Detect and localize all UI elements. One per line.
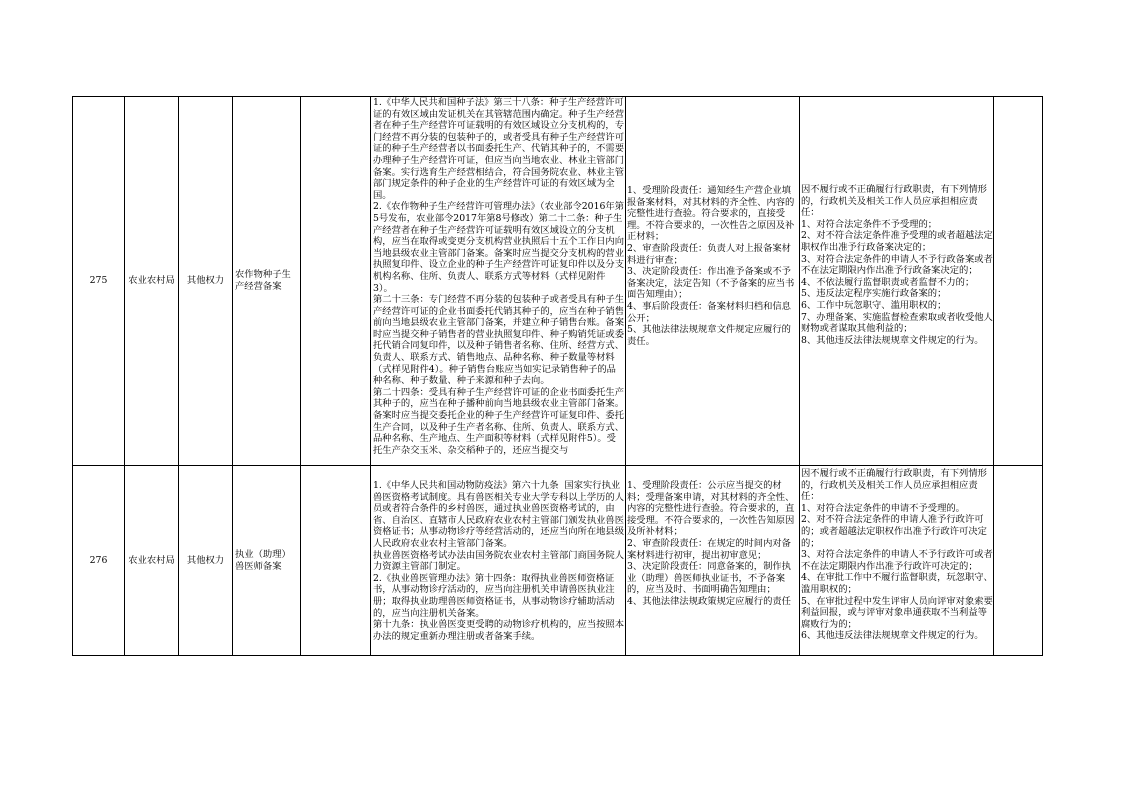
department-cell: 农业农村局 xyxy=(125,466,179,656)
accountability-text: 因不履行或不正确履行行政职责，有下列情形的，行政机关及相关工作人员应承担相应责任： 1、对符合法定条件的申请不予受理的。 2、对不符合法定条件的申请人准予行政许可的；或者超越法定职权作出准予行政许可决定的； 3、对符合法定条件的申请人不予行政许可或者不在法定期限内作出准予行政许可决定的； 4、在审批工作中不履行监督职责，玩忽职守、滥用职权的； 5、在审批过程中发生评审人员向评审对象索要利益回报，或与评审对象串通获取不当利益等腐败行为的； 6、其他违反法律法规规章文件规定的行为。 xyxy=(801,468,993,642)
code-cell xyxy=(301,97,371,466)
legal-basis-text: 1.《中华人民共和国动物防疫法》第六十九条 国家实行执业兽医资格考试制度。具有兽医相关专业大学专科以上学历的人员或者符合条件的乡村兽医，通过执业兽医资格考试的，由省、自治区、直辖市人民政府农业农村主管部门颁发执业兽医资格证书；从事动物诊疗等经营活动的，还应当向所在地县级人民政府农业农村主管部门备案。 执业兽医资格考试办法由国务院农业农村主管部门商国务院人力资源主管部门制定。 2.《执业兽医管理办法》第十四条：取得执业兽医师资格证书，从事动物诊疗活动的，应当向注册机关申请兽医执业注册；取得执业助理兽医师资格证书，从事动物诊疗辅助活动的，应当向注册机关备案。 第十九条：执业兽医变更受聘的动物诊疗机构的，应当按照本办法的规定重新办理注册或者备案手续。 xyxy=(373,480,625,642)
responsibility-text: 1、受理阶段责任：通知经生产营企业填报备案材料，对其材料的齐全性、内容的完整性进行查验。符合要求的，直接受理。不符合要求的，一次性告之原因及补正材料； 2、审查阶段责任：负责人对上报备案材料进行审查； 3、决定阶段责任：作出准予备案或不予备案决定，法定告知（不予备案的应当书面告知理由）； 4、事后阶段责任：备案材料归档和信息公开； 5、其他法律法规规章文件规定应履行的责任。 xyxy=(627,185,795,347)
legal-basis-text: 1.《中华人民共和国种子法》第三十八条：种子生产经营许可证的有效区域由发证机关在其管辖范围内确定。种子生产经营者在种子生产经营许可证载明的有效区域设立分支机构的，专门经营不再分装的包装种子的，或者受具有种子生产经营许可证的种子生产经营者以书面委托生产、代销其种子的，不需要办理种子生产经营许可证，但应当向当地农业、林业主管部门备案。实行选育生产经营相结合，符合国务院农业、林业主管部门规定条件的种子企业的生产经营许可证的有效区域为全国。 2.《农作物种子生产经营许可管理办法》（农业部令2016年第5号发布，农业部令2017年第8号修改）第二十二条：种子生产经营者在种子生产经营许可证载明有效区域设立的分支机构，应当在取得或变更分支机构营业执照后十五个工作日内向当地县级农业主管部门备案。备案时应当提交分支机构的营业执照复印件、设立企业的种子生产经营许可证复印件以及分支机构名称、住所、负责人、联系方式等材料（式样见附件3）。 第二十三条：专门经营不再分装的包装种子或者受具有种子生产经营许可证的企业书面委托代销其种子的，应当在种子销售前向当地县级农业主管部门备案，并建立种子销售台账。备案时应当提交种子销售者的营业执照复印件、种子购销凭证或委托代销合同复印件，以及种子销售者名称、住所、经营方式、负责人、联系方式、销售地点、品种名称、种子数量等材料（式样见附件4）。种子销售台账应当如实记录销售种子的品种名称、种子数量、种子来源和种子去向。 第二十四条：受具有种子生产经营许可证的企业书面委托生产其种子的，应当在种子播种前向当地县级农业主管部门备案。备案时应当提交委托企业的种子生产经营许可证复印件、委托生产合同，以及种子生产者名称、住所、负责人、联系方式、品种名称、生产地点、生产面积等材料（式样见附件5）。受托生产杂交玉米、杂交稻种子的，还应当提交与 xyxy=(373,97,625,456)
table-row xyxy=(73,466,1043,656)
legal-basis-cell xyxy=(371,97,626,466)
item-name-cell xyxy=(233,466,301,656)
accountability-cell xyxy=(800,97,994,466)
row-number: 276 xyxy=(73,466,125,656)
power-type-cell: 其他权力 xyxy=(179,466,233,656)
responsibility-cell xyxy=(626,466,800,656)
power-type-cell: 其他权力 xyxy=(179,97,233,466)
row-number: 275 xyxy=(73,97,125,466)
remark-cell xyxy=(994,466,1043,656)
responsibility-cell xyxy=(626,97,800,466)
item-name-text: 农作物种子生产经营备案 xyxy=(235,269,291,292)
remark-cell xyxy=(994,97,1043,466)
accountability-text: 因不履行或不正确履行行政职责，有下列情形的，行政机关及相关工作人员应承担相应责任： 1、对符合法定条件不予受理的； 2、对不符合法定条件准予受理的或者超越法定职权作出准予行政备案决定的； 3、对符合法定条件的申请人不予行政备案或者不在法定期限内作出准予行政备案决定的； 4、不依法履行监督职责或者监督不力的； 5、违反法定程序实施行政备案的； 6、工作中玩忽职守、滥用职权的； 7、办理备案、实施监督检查索取或者收受他人财物或者谋取其他利益的； 8、其他违反法律法规规章文件规定的行为。 xyxy=(801,184,993,346)
table-row xyxy=(73,97,1043,466)
item-name-text: 执业（助理）兽医师备案 xyxy=(235,548,291,572)
legal-basis-cell xyxy=(371,466,626,656)
power-list-table xyxy=(72,96,1043,656)
responsibility-text: 1、受理阶段责任：公示应当提交的材料；受理备案申请，对其材料的齐全性、内容的完整性进行查验。符合要求的，直接受理。不符合要求的，一次性告知原因及所补材料； 2、审查阶段责任：在规定的时间内对备案材料进行初审，提出初审意见； 3、决定阶段责任：同意备案的，制作执业（助理）兽医师执业证书，不予备案的，应当及时、书面明确告知理由； 4、其他法律法规政策规定应履行的责任 xyxy=(627,480,795,607)
accountability-cell xyxy=(800,466,994,656)
code-cell xyxy=(301,466,371,656)
item-name-cell xyxy=(233,97,301,466)
department-cell: 农业农村局 xyxy=(125,97,179,466)
